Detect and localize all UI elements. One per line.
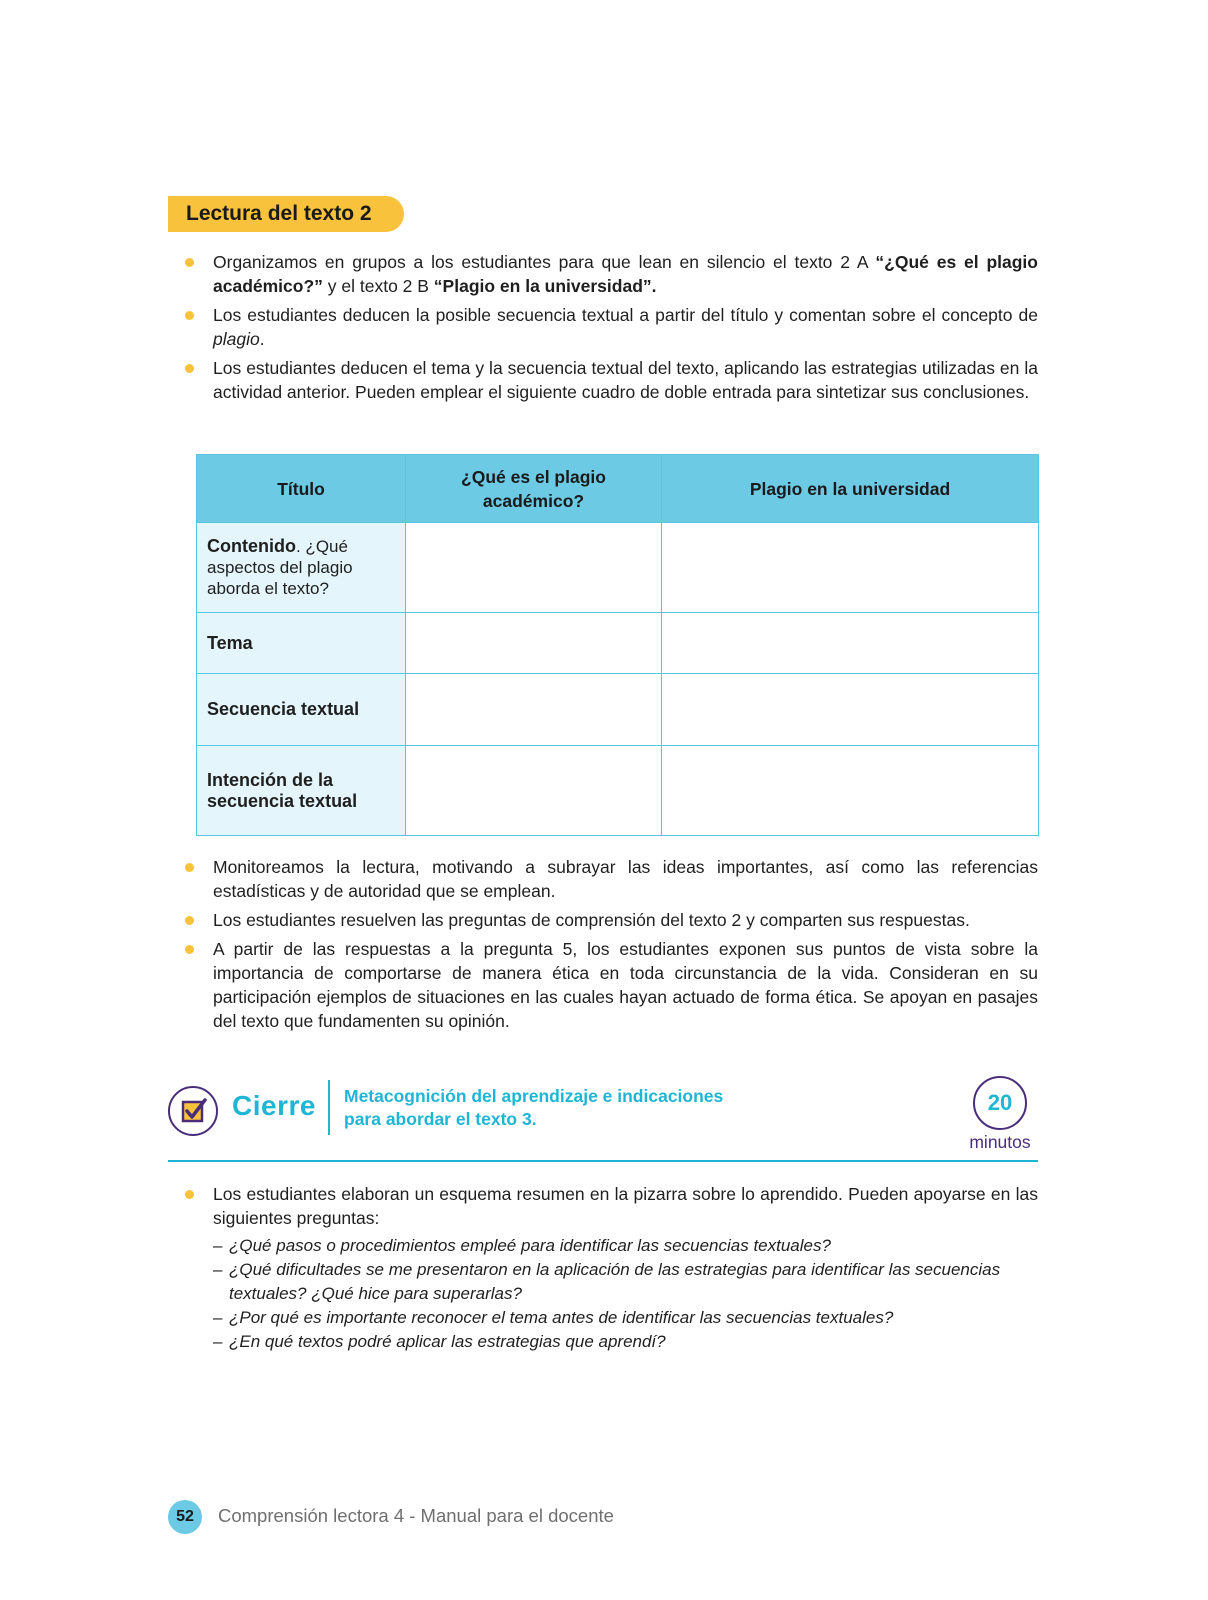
table-cell-empty[interactable]	[662, 523, 1039, 613]
table-header-cell: ¿Qué es el plagio académico?	[406, 455, 662, 523]
stopwatch-icon	[973, 1076, 1027, 1130]
section-rule	[168, 1160, 1038, 1162]
bullet-dot-icon	[185, 916, 194, 925]
bullet-dot-icon	[185, 364, 194, 373]
table-cell-empty[interactable]	[406, 674, 662, 746]
checkbox-check-icon	[168, 1086, 218, 1136]
table-cell-empty[interactable]	[662, 674, 1039, 746]
list-item: Los estudiantes deducen la posible secuencia textual a partir del título y comentan sobre el concepto de plagio.	[185, 303, 1038, 351]
list-item: Los estudiantes elaboran un esquema resumen en la pizarra sobre lo aprendido. Pueden apoyarse en las siguientes preguntas: – ¿Qué pasos o procedimientos empleé para identificar las secuencias textuales? – ¿Qué dificultades se me presentaron en la aplicación de las estrategias para identificar las secuencias textuales? ¿Qué hice para superarlas? – ¿Por qué es importante reconocer el tema antes de identificar las secuencias textuales? – ¿En qué textos podré aplicar las estrategias que aprendí?	[185, 1182, 1038, 1354]
table-cell-empty[interactable]	[662, 613, 1039, 674]
time-unit: minutos	[969, 1132, 1031, 1152]
table-cell-empty[interactable]	[662, 746, 1039, 836]
bullet-dot-icon	[185, 1190, 194, 1199]
list-item: A partir de las respuestas a la pregunta 5, los estudiantes exponen sus puntos de vista sobre la importancia de comportarse de manera ética en toda circunstancia de la vida. Consideran en su participación ejemplos de situaciones en las cuales hayan actuado de forma ética. Se apoyan en pasajes del texto que fundamenten su opinión.	[185, 937, 1038, 1033]
question-item: – ¿Qué pasos o procedimientos empleé para identificar las secuencias textuales?	[213, 1236, 831, 1255]
summary-table	[196, 454, 1039, 836]
page-number: 52	[176, 1508, 194, 1525]
table-row	[197, 613, 1039, 674]
table-cell-empty[interactable]	[406, 746, 662, 836]
bullet-dot-icon	[185, 863, 194, 872]
question-item: – ¿En qué textos podré aplicar las estrategias que aprendí?	[213, 1332, 666, 1351]
bullet-list-middle	[185, 855, 1038, 1038]
section-title: Lectura del texto 2	[186, 202, 372, 225]
cierre-title: Cierre	[232, 1090, 316, 1121]
row-label: Contenido. ¿Qué aspectos del plagio aborda el texto?	[197, 523, 406, 613]
list-item: Los estudiantes deducen el tema y la secuencia textual del texto, aplicando las estrategias utilizadas en la actividad anterior. Pueden emplear el siguiente cuadro de doble entrada para sintetizar sus conclusiones.	[185, 356, 1038, 404]
cierre-subtitle: Metacognición del aprendizaje e indicaciones para abordar el texto 3.	[344, 1086, 724, 1129]
table-row	[197, 674, 1039, 746]
table-header-cell: Plagio en la universidad	[662, 455, 1039, 523]
table-cell-empty[interactable]	[406, 613, 662, 674]
table-row	[197, 523, 1039, 613]
row-label: Secuencia textual	[197, 674, 406, 746]
list-item: Los estudiantes resuelven las preguntas de comprensión del texto 2 y comparten sus respuestas.	[185, 908, 1038, 932]
page-number-badge	[168, 1500, 202, 1534]
section-title-tab	[168, 196, 404, 232]
bullet-dot-icon	[185, 945, 194, 954]
bullet-dot-icon	[185, 311, 194, 320]
table-header-cell: Título	[197, 455, 406, 523]
table-row	[197, 746, 1039, 836]
bullet-list-bottom	[185, 1182, 1038, 1359]
question-list	[213, 1234, 1038, 1354]
question-item: – ¿Por qué es importante reconocer el tema antes de identificar las secuencias textuales?	[213, 1308, 894, 1327]
time-value: 20	[987, 1090, 1013, 1115]
row-label: Intención de la secuencia textual	[197, 746, 406, 836]
divider	[328, 1080, 330, 1135]
table-header-row	[197, 455, 1039, 523]
bullet-dot-icon	[185, 258, 194, 267]
table-cell-empty[interactable]	[406, 523, 662, 613]
list-item: Organizamos en grupos a los estudiantes para que lean en silencio el texto 2 A “¿Qué es el plagio académico?” y el texto 2 B “Plagio en la universidad”.	[185, 250, 1038, 298]
question-item: – ¿Qué dificultades se me presentaron en la aplicación de las estrategias para identificar las secuencias textuales? ¿Qué hice para superarlas?	[213, 1260, 1001, 1303]
list-item: Monitoreamos la lectura, motivando a subrayar las ideas importantes, así como las referencias estadísticas y de autoridad que se emplean.	[185, 855, 1038, 903]
bullet-list-top	[185, 250, 1038, 409]
footer-text: Comprensión lectora 4 - Manual para el docente	[218, 1505, 614, 1526]
row-label: Tema	[197, 613, 406, 674]
